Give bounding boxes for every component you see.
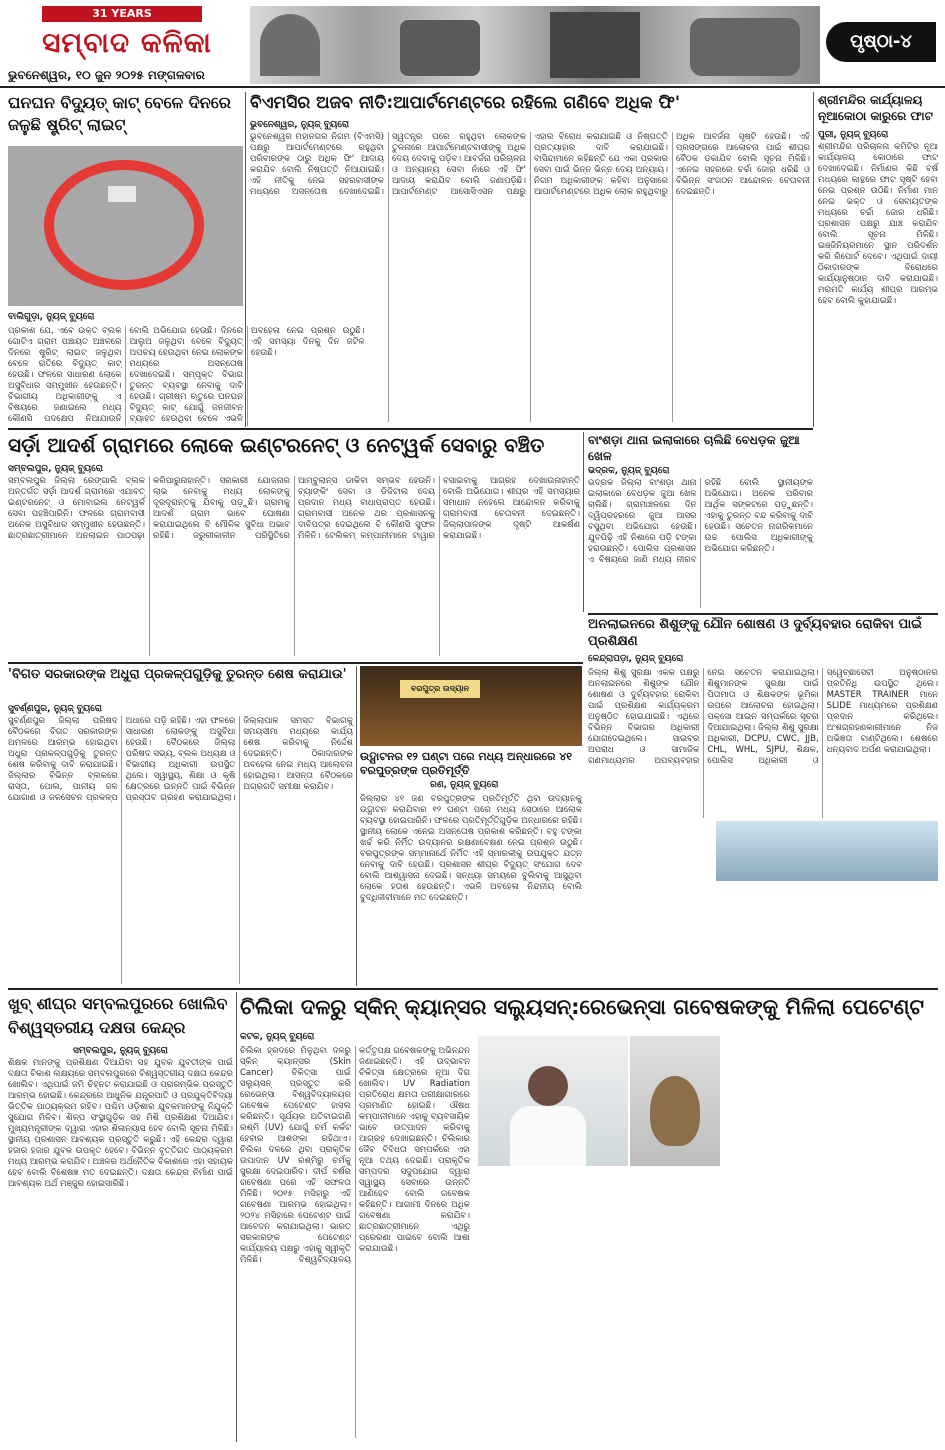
- byline: ସମ୍ବଲପୁର, ନ୍ୟୁଜ୍ ବ୍ୟୁରୋ: [8, 464, 103, 474]
- article-body: ଶ୍ରୀମନ୍ଦିର ପରିଚାଳନା କମିଟିର ନୂଆ କାର୍ଯ୍ୟାଳୟ କୋଠାରେ ଫାଟ ଦେଖାଦେଇଛି। ନିର୍ମାଣର କିଛି ବର୍ଷ ମଧ୍ୟରେ କାନ୍ଥରେ ଫାଟ ସୃଷ୍ଟି ହେବା ନେଇ ପ୍ରଶ୍ନ ଉଠିଛି। ନିର୍ମାଣ ମାନ ନେଇ ଭକ୍ତ ଓ ସେବାୟତଙ୍କ ମଧ୍ୟରେ ଚର୍ଚ୍ଚା ଜୋର ଧରିଛି। ପ୍ରଶାସନ ପକ୍ଷରୁ ଯାଞ୍ଚ କରାଯିବ ବୋଲି ସୂଚନା ମିଳିଛି। ଇଞ୍ଜିନିୟରମାନେ ସ୍ଥାନ ପରିଦର୍ଶନ କରି ରିପୋର୍ଟ ଦେବେ। ଏଥିପାଇଁ ଦାୟୀ ଠିକାଦାରଙ୍କ ବିରୋଧରେ କାର୍ଯ୍ୟାନୁଷ୍ଠାନ ଦାବି କରାଯାଇଛି। ମରାମତି କାର୍ଯ୍ୟ ଶୀଘ୍ର ଆରମ୍ଭ ହେବ ବୋଲି କୁହାଯାଇଛି।: [818, 142, 938, 306]
- headline: 'ବିଗତ ସରକାରଙ୍କ ଅଧୁରା ପ୍ରକଳ୍ପଗୁଡ଼ିକୁ ତୁରନ୍ତ ଶେଷ କରାଯାଉ': [8, 667, 347, 682]
- article-body-continued: [588, 884, 938, 980]
- masthead: [0, 0, 945, 88]
- headline: ଶ୍ରୀମନ୍ଦିର କାର୍ଯ୍ୟାଳୟ ନୂଆକୋଠା କାରୁରେ ଫାଟ: [818, 93, 933, 123]
- headline: ବିଏମସିର ଅଜବ ନୀତି:ଆପାର୍ଟମେଣ୍ଟରେ ରହିଲେ ଗଣିବେ ଅଧିକ ଫି': [250, 93, 681, 113]
- article-body: ସମ୍ବଲପୁର ଜିଲ୍ଲା ରେଙ୍ଗାଲି ବ୍ଲକ ଅନ୍ତର୍ଗତ ସର୍ଡ଼ା ଆଦର୍ଶ ଗ୍ରାମରେ ଏଯାବତ୍ ଇଣ୍ଟରନେଟ୍ ଓ ମୋବାଇଲ ନେଟ୍ୱର୍କ ସେବା ପହଞ୍ଚିପାରିନି। ଫଳରେ ଗ୍ରାମବାସୀ ଅନେକ ଅସୁବିଧାର ସମ୍ମୁଖୀନ ହେଉଛନ୍ତି। ଛାତ୍ରଛାତ୍ରୀମାନେ ଅନଲାଇନ ପାଠପଢ଼ା କରିପାରୁନାହାନ୍ତି। ସରକାରୀ ଯୋଜନାର ଲାଭ ନେବାକୁ ମଧ୍ୟ ଲୋକଙ୍କୁ ଦୂରଦୂରାନ୍ତକୁ ଯିବାକୁ ପଡ଼ୁଛି। ଗ୍ରାମକୁ ଆଦର୍ଶ ଗ୍ରାମ ଭାବେ ଘୋଷଣା କରାଯାଇଥିଲେ ବି ମୌଳିକ ସୁବିଧା ଅଭାବ ରହିଛି। ଜରୁରୀକାଳୀନ ପରିସ୍ଥିତିରେ ଆମ୍ବୁଲାନ୍ସ ଡାକିବା ସମ୍ଭବ ହେଉନି। ବ୍ୟାଙ୍କିଂ ସେବା ଓ ଡିଜିଟାଲ ଦେୟ ପ୍ରଦାନ ମଧ୍ୟ ବାଧାପ୍ରାପ୍ତ ହେଉଛି। ଗ୍ରାମବାସୀ ଅନେକ ଥର ପ୍ରଶାସନକୁ ଦାବିପତ୍ର ଦେଇଥିଲେ ବି କୌଣସି ସୁଫଳ ମିଳିନି। ଟେଲିକମ୍ କମ୍ପାନୀମାନେ ଟାୱାର ବସାଇବାକୁ ଆଗ୍ରହ ଦେଖାଉନାହାନ୍ତି ବୋଲି ଅଭିଯୋଗ। ଶୀଘ୍ର ଏହି ସମସ୍ୟାର ସମାଧାନ ନହେଲେ ଆନ୍ଦୋଳନ କରିବାକୁ ଗ୍ରାମବାସୀ ଚେତାବନୀ ଦେଇଛନ୍ତି। ଜିଲ୍ଲାପାଳଙ୍କ ଦୃଷ୍ଟି ଆକର୍ଷଣ କରାଯାଇଛି।: [8, 476, 580, 541]
- article-body-right: [728, 1032, 938, 1438]
- newspaper-logo: ସମ୍ବାଦ କଳିକା: [42, 26, 212, 59]
- headline: ଉଦ୍ଘାଟନର ୧୨ ଘଣ୍ଟା ପରେ ମଧ୍ୟ ଅନ୍ଧାରରେ ୪୧ ବରପୁତ୍ରଙ୍କ ପ୍ରତିମୂର୍ତ୍ତି: [360, 750, 573, 777]
- article-body: ଭୁବନେଶ୍ୱର ମହାନଗର ନିଗମ (ବିଏମସି) ପକ୍ଷରୁ ଆପାର୍ଟମେଣ୍ଟରେ ରହୁଥିବା ପରିବାରଙ୍କ ଠାରୁ ଅଧିକ ଫି' ଆଦାୟ କରାଯିବ ବୋଲି ନିଷ୍ପତ୍ତି ନିଆଯାଇଛି। ଏହି ନୀତିକୁ ନେଇ ସହରବାସୀଙ୍କ ମଧ୍ୟରେ ଅସନ୍ତୋଷ ଦେଖାଦେଇଛି। ସ୍ୱତନ୍ତ୍ର ଘରେ ରହୁଥିବା ଲୋକଙ୍କ ତୁଳନାରେ ଆପାର୍ଟମେଣ୍ଟବାସୀଙ୍କୁ ଅଧିକ ଦେୟ ଦେବାକୁ ପଡ଼ିବ। ଆବର୍ଜନା ପରିଚାଳନା ଓ ଅନ୍ୟାନ୍ୟ ସେବା ନାଁରେ ଏହି ଫି' ଆଦାୟ କରାଯିବ ବୋଲି ଜଣାପଡ଼ିଛି। ଆପାର୍ଟମେଣ୍ଟ ଆସୋସିଏସନ ପକ୍ଷରୁ ଏହାର ବିରୋଧ କରାଯାଇଛି ଓ ନିଷ୍ପତ୍ତି ପ୍ରତ୍ୟାହାର ଦାବି କରାଯାଇଛି। ବାସିନ୍ଦାମାନେ କହିଛନ୍ତି ଯେ ଏକା ପ୍ରକାର ସେବା ପାଇଁ ଭିନ୍ନ ଭିନ୍ନ ଦେୟ ଅନ୍ୟାୟ। ନିଗମ ଅଧିକାରୀଙ୍କ କହିବା ଅନୁସାରେ ଆପାର୍ଟମେଣ୍ଟରେ ଅଧିକ ଲୋକ ରହୁଥିବାରୁ ଅଧିକ ଆବର୍ଜନା ସୃଷ୍ଟି ହେଉଛି। ଏହି ପ୍ରସଙ୍ଗରେ ଆଲୋଚନା ପାଇଁ ଶୀଘ୍ର ବୈଠକ ଡକାଯିବ ବୋଲି ସୂଚନା ମିଳିଛି। ଏନେଇ ସହରରେ ଚର୍ଚ୍ଚା ଜୋର ଧରିଛି ଓ ବିଭିନ୍ନ ସଂଗଠନ ଆନ୍ଦୋଳନ ଚେତାବନୀ ଦେଇଛନ୍ତି।: [250, 132, 810, 197]
- article-body: ଜିଲ୍ଲାର ୪୧ ଜଣ ବରପୁତ୍ରଙ୍କ ପ୍ରତିମୂର୍ତ୍ତି ଥିବା ଉଦ୍ୟାନକୁ ଉଦ୍ଘାଟନ କରାଯିବାର ୧୨ ଘଣ୍ଟା ପରେ ମଧ୍ୟ ସେଠାରେ ଆଲୋକ ବ୍ୟବସ୍ଥା ହୋଇପାରିନି। ଫଳରେ ପ୍ରତିମୂର୍ତ୍ତିଗୁଡ଼ିକ ଅନ୍ଧାରରେ ରହିଛି। ସ୍ଥାନୀୟ ଲୋକେ ଏନେଇ ଅସନ୍ତୋଷ ପ୍ରକାଶ କରିଛନ୍ତି। ବହୁ ଟଙ୍କା ଖର୍ଚ୍ଚ କରି ନିର୍ମିତ ଉଦ୍ୟାନର ରକ୍ଷଣାବେକ୍ଷଣ ନେଇ ପ୍ରଶ୍ନ ଉଠୁଛି। ବରପୁତ୍ରଙ୍କ ସମ୍ମାନାର୍ଥେ ନିର୍ମିତ ଏହି ସ୍ମାରକୀକୁ ଉପଯୁକ୍ତ ଯତ୍ନ ନେବାକୁ ଦାବି ହେଉଛି। ପ୍ରଶାସନ ଶୀଘ୍ର ବିଦ୍ୟୁତ୍ ସଂଯୋଗ ଦେବ ବୋଲି ଆଶ୍ୱାସନା ଦେଇଛି। ସନ୍ଧ୍ୟା ସମୟରେ ବୁଲିବାକୁ ଆସୁଥିବା ଲୋକେ ହତାଶ ହେଉଛନ୍ତି। ଏଭଳି ଅବହେଳା ନିନ୍ଦନୀୟ ବୋଲି ବୁଦ୍ଧିଜୀବୀମାନେ ମତ ଦେଇଛନ୍ତି।: [360, 794, 582, 903]
- headline: ଖୁବ୍ ଶୀଘ୍ର ସମ୍ବଲପୁରରେ ଖୋଲିବ ବିଶ୍ୱସ୍ତରୀୟ ଦକ୍ଷତା କେନ୍ଦ୍ର: [8, 994, 228, 1037]
- article-body: ଭଦ୍ରକ ଜିଲ୍ଲା ବାଂଶଡ଼ା ଥାନା ଇଲାକାରେ ବେଧଡ଼କ ଜୁଆ ଖେଳ ଚାଲିଛି। ଗ୍ରାମାଞ୍ଚଳରେ ଦିନ ଦ୍ୱିପ୍ରହରରେ ଜୁଆ ଆସର ବସୁଥିବା ଅଭିଯୋଗ ହେଉଛି। ଯୁବପିଢ଼ି ଏହି ନିଶାରେ ପଡ଼ି ଟଙ୍କା ହରାଉଛନ୍ତି। ପୋଲିସ ପ୍ରଶାସନ ଏ ବିଷୟରେ ଜାଣି ମଧ୍ୟ ନୀରବ ରହିଛି ବୋଲି ସ୍ଥାନୀୟଙ୍କ ଅଭିଯୋଗ। ଅନେକ ପରିବାର ଆର୍ଥିକ ସଙ୍କଟରେ ପଡ଼ୁଛନ୍ତି। ଏହାକୁ ତୁରନ୍ତ ବନ୍ଦ କରିବାକୁ ଦାବି ହେଉଛି। ସଚେତନ ନାଗରିକମାନେ ଉଚ୍ଚ ପୋଲିସ ଅଧିକାରୀଙ୍କୁ ଅଭିଯୋଗ କରିଛନ୍ତି।: [588, 478, 813, 565]
- article-body: ପ୍ରକାଶ ଯେ, ଏବେ ଉକ୍ତ ବ୍ଲକ ଗୋଟିଏ ଗ୍ରାମ ପଞ୍ଚାୟତ ଅଞ୍ଚଳରେ ଦିନରେ ଷ୍ଟ୍ରିଟ୍ ଲାଇଟ୍ ଜଳୁଥିବା ବେଳେ ରାତିରେ ବିଦ୍ୟୁତ୍ କାଟ୍ ହେଉଛି। ଫଳରେ ସାଧାରଣ ଲୋକେ ଅସୁବିଧାର ସମ୍ମୁଖୀନ ହେଉଛନ୍ତି। ବିଭାଗୀୟ ଅଧିକାରୀଙ୍କୁ ଏ ବିଷୟରେ ଜଣାଇଲେ ମଧ୍ୟ କୌଣସି ପଦକ୍ଷେପ ନିଆଯାଉନି ବୋଲି ଅଭିଯୋଗ ହେଉଛି। ଦିନରେ ଆଲୁଅ ଜଳୁଥିବା ବେଳେ ବିଦ୍ୟୁତ୍ ଅପଚୟ ହେଉଥିବା ନେଇ ଲୋକଙ୍କ ମଧ୍ୟରେ ଅସନ୍ତୋଷ ଦେଖାଦେଇଛି। ସମ୍ପୃକ୍ତ ବିଭାଗ ତୁରନ୍ତ ବ୍ୟବସ୍ଥା ନେବାକୁ ଦାବି ହେଉଛି। ଗ୍ରୀଷ୍ମ ଋତୁରେ ଘନଘନ ବିଦ୍ୟୁତ୍ କାଟ୍ ଯୋଗୁଁ ଜନଜୀବନ ବ୍ୟାହତ ହେଉଥିବା ବେଳେ ଏଭଳି ଅବହେଳା ନେଇ ପ୍ରଶ୍ନ ଉଠୁଛି। ଏହି ସମସ୍ୟା ଦିନକୁ ଦିନ ଜଟିଳ ହେଉଛି।: [8, 326, 365, 424]
- researcher-photo: [478, 1036, 628, 1166]
- article-body: ଜିଲ୍ଲା ଶିଶୁ ସୁରକ୍ଷା ଏକକ ପକ୍ଷରୁ ଅନଲାଇନରେ ଶିଶୁଙ୍କ ଯୌନ ଶୋଷଣ ଓ ଦୁର୍ବ୍ୟବହାର ରୋକିବା ପାଇଁ ପ୍ରଶିକ୍ଷଣ କାର୍ଯ୍ୟକ୍ରମ ଅନୁଷ୍ଠିତ ହୋଇଯାଇଛି। ଏଥିରେ ବିଭିନ୍ନ ବିଭାଗର ଅଧିକାରୀ ଯୋଗଦେଇଥିଲେ। ସାଇବର ଅପରାଧ ଓ ସାମାଜିକ ଗଣମାଧ୍ୟମର ଅପବ୍ୟବହାର ନେଇ ସଚେତନ କରାଯାଇଥିଲା। ଶିଶୁମାନଙ୍କ ସୁରକ୍ଷା ପାଇଁ ପିତାମାତା ଓ ଶିକ୍ଷକଙ୍କ ଭୂମିକା ଉପରେ ଆଲୋଚନା ହୋଇଥିଲା। ପକ୍ସୋ ଆଇନ ସମ୍ପର୍କରେ ସୂଚନା ଦିଆଯାଇଥିଲା। ଜିଲ୍ଲା ଶିଶୁ ସୁରକ୍ଷା ଅଧିକାରୀ, DCPU, CWC, JJB, CHL, WHL, SJPU, ଶିକ୍ଷକ, ପୋଲିସ ଅଧିକାରୀ ଓ ସ୍ୱେଚ୍ଛାସେବୀ ଅନୁଷ୍ଠାନର ପ୍ରତିନିଧି ଉପସ୍ଥିତ ଥିଲେ। MASTER TRAINER ମାନେ SLIDE ମାଧ୍ୟମରେ ପ୍ରଶିକ୍ଷଣ ପ୍ରଦାନ କରିଥିଲେ। ଅଂଶଗ୍ରହଣକାରୀମାନେ ନିଜ ଅଭିଜ୍ଞତା ବାଣ୍ଟିଥିଲେ। ଶେଷରେ ଧନ୍ୟବାଦ ଅର୍ପଣ କରାଯାଇଥିଲା।: [588, 668, 938, 766]
- statue-park-photo: [360, 666, 582, 746]
- byline: ଭୁବନେଶ୍ୱର, ନ୍ୟୁଜ୍ ବ୍ୟୁରୋ: [250, 120, 350, 130]
- heritage-banner-image: [250, 6, 820, 84]
- headline: ଚିଲିକା ଦଳରୁ ସ୍କିନ୍ କ୍ୟାନ୍ସର ସଲ୍ୟୁସନ୍:ରେଭେନ୍ସା ଗବେଷକଙ୍କୁ ମିଳିଲା ପେଟେଣ୍ଟ: [240, 995, 925, 1019]
- byline: କେନ୍ଦ୍ରାପଡ଼ା, ନ୍ୟୁଜ୍ ବ୍ୟୁରୋ: [588, 654, 684, 664]
- street-light-photo: [8, 146, 243, 306]
- headline: ଅନଲାଇନରେ ଶିଶୁଙ୍କୁ ଯୌନ ଶୋଷଣ ଓ ଦୁର୍ବ୍ୟବହାର ରୋକିବା ପାଇଁ ପ୍ରଶିକ୍ଷଣ: [588, 617, 922, 649]
- byline: ପୁରୀ, ନ୍ୟୁଜ୍ ବ୍ୟୁରୋ: [818, 130, 889, 140]
- logo-block: [8, 6, 246, 84]
- article-child-protection-training: [588, 616, 938, 981]
- headline: ସର୍ଡ଼ା ଆଦର୍ଶ ଗ୍ରାମରେ ଲୋକେ ଇଣ୍ଟରନେଟ୍ ଓ ନେଟ୍ୱର୍କ ସେବାରୁ ବଞ୍ଚିତ: [8, 433, 545, 457]
- years-badge: 31 YEARS: [42, 6, 202, 22]
- byline: ଭଦ୍ରକ, ନ୍ୟୁଜ୍ ବ୍ୟୁରୋ: [588, 466, 670, 476]
- training-session-photo: [716, 821, 938, 881]
- headline: ବାଂଶଡ଼ା ଥାନା ଇଲାକାରେ ଚାଲିଛି ବେଧଡ଼କ ଜୁଆ ଖେଳ: [588, 433, 800, 463]
- page-number-badge: ପୃଷ୍ଠା-୪: [826, 22, 936, 62]
- headline: ଘନଘନ ବିଦ୍ୟୁତ୍ କାଟ୍ ବେଳେ ଦିନରେ ଜଳୁଛି ଷ୍ଟ୍ରିଟ୍ ଲାଇଟ୍: [8, 93, 231, 134]
- article-temple-office: [818, 92, 938, 512]
- article-chilika-skin-cancer: [240, 992, 938, 1442]
- byline: ବାଲିଗୁଡ଼ା, ନ୍ୟୁଜ୍ ବ୍ୟୁରୋ: [8, 312, 95, 322]
- article-body-continued: [478, 1172, 720, 1438]
- article-gambling: [588, 432, 813, 612]
- article-skill-centre: [8, 992, 233, 1442]
- article-incomplete-projects: [8, 666, 353, 986]
- article-body: ଚିଲିକା ହ୍ରଦରେ ମିଳୁଥିବା ଦଳରୁ ସ୍କିନ୍ କ୍ୟାନ୍ସର (Skin Cancer) ଚିକିତ୍ସା ପାଇଁ ସଲ୍ୟୁସନ୍ ପ୍ରସ୍ତୁତ କରି ରେଭେନ୍ସା ବିଶ୍ୱବିଦ୍ୟାଳୟର ଗବେଷକ ପେଟେଣ୍ଟ ହାସଲ କରିଛନ୍ତି। ସୂର୍ଯ୍ୟର ଅତିବାଇଗଣି ରଶ୍ମି (UV) ଯୋଗୁଁ ଚର୍ମ କର୍କଟ ହେବାର ଆଶଙ୍କା ରହିଥାଏ। ଚିଲିକା ଦଳରେ ଥିବା ପ୍ରାକୃତିକ ଉପାଦାନ UV ରଶ୍ମିରୁ ଚର୍ମକୁ ସୁରକ୍ଷା ଦେଇପାରିବ। ଦୀର୍ଘ ବର୍ଷର ଗବେଷଣା ପରେ ଏହି ସଫଳତା ମିଳିଛି। ୨୦୧୫ ମସିହାରୁ ଏହି ଗବେଷଣା ଆରମ୍ଭ ହୋଇଥିଲା। ୨୦୨୪ ମସିହାରେ ପେଟେଣ୍ଟ ପାଇଁ ଆବେଦନ କରାଯାଇଥିଲା। ଭାରତ ସରକାରଙ୍କ ପେଟେଣ୍ଟ କାର୍ଯ୍ୟାଳୟ ପକ୍ଷରୁ ଏହାକୁ ସ୍ୱୀକୃତି ମିଳିଛି। ବିଶ୍ୱବିଦ୍ୟାଳୟ କର୍ତ୍ତୃପକ୍ଷ ଗବେଷକଙ୍କୁ ଅଭିନନ୍ଦନ ଜଣାଇଛନ୍ତି। ଏହି ଉଦ୍ଭାବନ ଚିକିତ୍ସା କ୍ଷେତ୍ରରେ ନୂଆ ଦିଗ ଖୋଲିବ। UV Radiation ପ୍ରତିରୋଧ କ୍ଷମତା ପରୀକ୍ଷାଗାରରେ ପ୍ରମାଣିତ ହୋଇଛି। ଔଷଧ କମ୍ପାନୀମାନେ ଏହାକୁ ବ୍ୟବସାୟିକ ଭାବେ ଉତ୍ପାଦନ କରିବାକୁ ଆଗ୍ରହ ଦେଖାଇଛନ୍ତି। ଚିଲିକାର ଜୈବ ବିବିଧତା ସମ୍ପର୍କରେ ଏହା ନୂଆ ତଥ୍ୟ ଦେଇଛି। ପ୍ରାକୃତିକ ସମ୍ପଦର ସଦୁପଯୋଗ ଦ୍ୱାରା ସ୍ୱାସ୍ଥ୍ୟ ସେବାରେ ଉନ୍ନତି ଆଣିହେବ ବୋଲି ଗବେଷକ କହିଛନ୍ତି। ଆଗାମୀ ଦିନରେ ଅଧିକ ଗବେଷଣା କରାଯିବ। ଛାତ୍ରଛାତ୍ରୀମାନେ ଏଥିରୁ ପ୍ରେରଣା ପାଇବେ ବୋଲି ଆଶା କରାଯାଉଛି।: [240, 1046, 471, 1265]
- dateline: ଭୁବନେଶ୍ୱର, ୧୦ ଜୁନ ୨୦୨୫ ମଙ୍ଗଳବାର: [8, 68, 205, 82]
- article-body: ସୁବର୍ଣ୍ଣପୁର ଜିଲ୍ଲା ପରିଷଦ ବୈଠକରେ ବିଗତ ସରକାରଙ୍କ ଅମଳରେ ଆରମ୍ଭ ହୋଇଥିବା ଅଧୁରା ପ୍ରକଳ୍ପଗୁଡ଼ିକୁ ତୁରନ୍ତ ଶେଷ କରିବାକୁ ଦାବି କରାଯାଇଛି। ଜିଲ୍ଲାର ବିଭିନ୍ନ ବ୍ଲକରେ ରାସ୍ତା, ପୋଲ, ପାନୀୟ ଜଳ ଯୋଗାଣ ଓ ଜଳସେଚନ ପ୍ରକଳ୍ପ ଅଧାରେ ପଡ଼ି ରହିଛି। ଏହା ଫଳରେ ସାଧାରଣ ଲୋକଙ୍କୁ ଅସୁବିଧା ହେଉଛି। ବୈଠକରେ ଜିଲ୍ଲା ପରିଷଦ ସଭ୍ୟ, ବ୍ଲକ ଅଧ୍ୟକ୍ଷ ଓ ବିଭାଗୀୟ ଅଧିକାରୀ ଉପସ୍ଥିତ ଥିଲେ। ସ୍ୱାସ୍ଥ୍ୟ, ଶିକ୍ଷା ଓ କୃଷି କ୍ଷେତ୍ରରେ ଉନ୍ନତି ପାଇଁ ବିଭିନ୍ନ ପ୍ରସ୍ତାବ ଗ୍ରହଣ କରାଯାଇଥିଲା। ଜିଲ୍ଲାପାଳ ସମସ୍ତ ବିଭାଗକୁ ସମୟସୀମା ମଧ୍ୟରେ କାର୍ଯ୍ୟ ଶେଷ କରିବାକୁ ନିର୍ଦ୍ଦେଶ ଦେଇଛନ୍ତି। ଠିକାଦାରଙ୍କ ଅବହେଳା ନେଇ ମଧ୍ୟ ଆଲୋଚନା ହୋଇଥିଲା। ଆସନ୍ତା ବୈଠକରେ ଅଗ୍ରଗତି ସମୀକ୍ଷା କରାଯିବ।: [8, 716, 353, 803]
- article-bmc-fee: [250, 92, 810, 427]
- article-sarda-internet: [8, 432, 580, 660]
- byline: ରଣ, ନ୍ୟୁଜ୍ ବ୍ୟୁରୋ: [430, 780, 499, 790]
- byline: ସୁବର୍ଣ୍ଣପୁର, ନ୍ୟୁଜ୍ ବ୍ୟୁରୋ: [8, 704, 102, 714]
- article-body: ଶିକ୍ଷକ ମାନଙ୍କୁ ପ୍ରଶିକ୍ଷଣ ଦିଆଯିବା ସହ ଯୁବକ ଯୁବତୀଙ୍କ ପାଇଁ ଦକ୍ଷତା ବିକାଶ ଲକ୍ଷ୍ୟରେ ସମ୍ବଲପୁରରେ ବିଶ୍ୱସ୍ତରୀୟ ଦକ୍ଷତା କେନ୍ଦ୍ର ଖୋଲିବ। ଏଥିପାଇଁ ଜମି ଚିହ୍ନଟ କରାଯାଇଛି ଓ ପ୍ରାରମ୍ଭିକ ପ୍ରସ୍ତୁତି ଆରମ୍ଭ ହୋଇଛି। କେନ୍ଦ୍ରରେ ଆଧୁନିକ ଯନ୍ତ୍ରପାତି ଓ ପ୍ରଯୁକ୍ତିବିଦ୍ୟା ଭିତ୍ତିକ ପାଠ୍ୟକ୍ରମ ରହିବ। ପଶ୍ଚିମ ଓଡ଼ିଶାର ଯୁବକମାନଙ୍କୁ ନିଯୁକ୍ତି ସୁଯୋଗ ମିଳିବ। ଶିଳ୍ପ ସଂସ୍ଥାଗୁଡ଼ିକ ସହ ମିଶି ପ୍ରଶିକ୍ଷଣ ଦିଆଯିବ। ମୁଖ୍ୟମନ୍ତ୍ରୀଙ୍କ ଦ୍ୱାରା ଏହାର ଶିଳାନ୍ୟାସ ହେବ ବୋଲି ସୂଚନା ମିଳିଛି। ସ୍ଥାନୀୟ ପ୍ରଶାସନ ଆବଶ୍ୟକ ପ୍ରସ୍ତୁତି କରୁଛି। ଏହି କେନ୍ଦ୍ର ଦ୍ୱାରା ହଜାର ହଜାର ଯୁବକ ଉପକୃତ ହେବେ। ବିଭିନ୍ନ ବୃତ୍ତିଗତ ପାଠ୍ୟକ୍ରମ ମଧ୍ୟ ଆରମ୍ଭ କରାଯିବ। ଅଞ୍ଚଳର ଅର୍ଥନୈତିକ ବିକାଶରେ ଏହା ସହାୟକ ହେବ ବୋଲି ବିଶେଷଜ୍ଞ ମତ ଦେଇଛନ୍ତି। ଦକ୍ଷତା କେନ୍ଦ୍ର ନିର୍ମାଣ ପାଇଁ ଆବଶ୍ୟକ ଅର୍ଥ ମଞ୍ଜୁର ହୋଇସାରିଛି।: [8, 1058, 233, 1189]
- article-statues-darkness: [360, 666, 582, 986]
- byline: ସମ୍ବଲପୁର, ନ୍ୟୁଜ୍ ବ୍ୟୁରୋ: [73, 1046, 168, 1056]
- seaweed-specimen-photo: [630, 1036, 720, 1166]
- byline: କଟକ, ନ୍ୟୁଜ୍ ବ୍ୟୁରୋ: [240, 1032, 315, 1042]
- park-sign: ବରପୁତ୍ର ଉଦ୍ୟାନ: [400, 680, 480, 698]
